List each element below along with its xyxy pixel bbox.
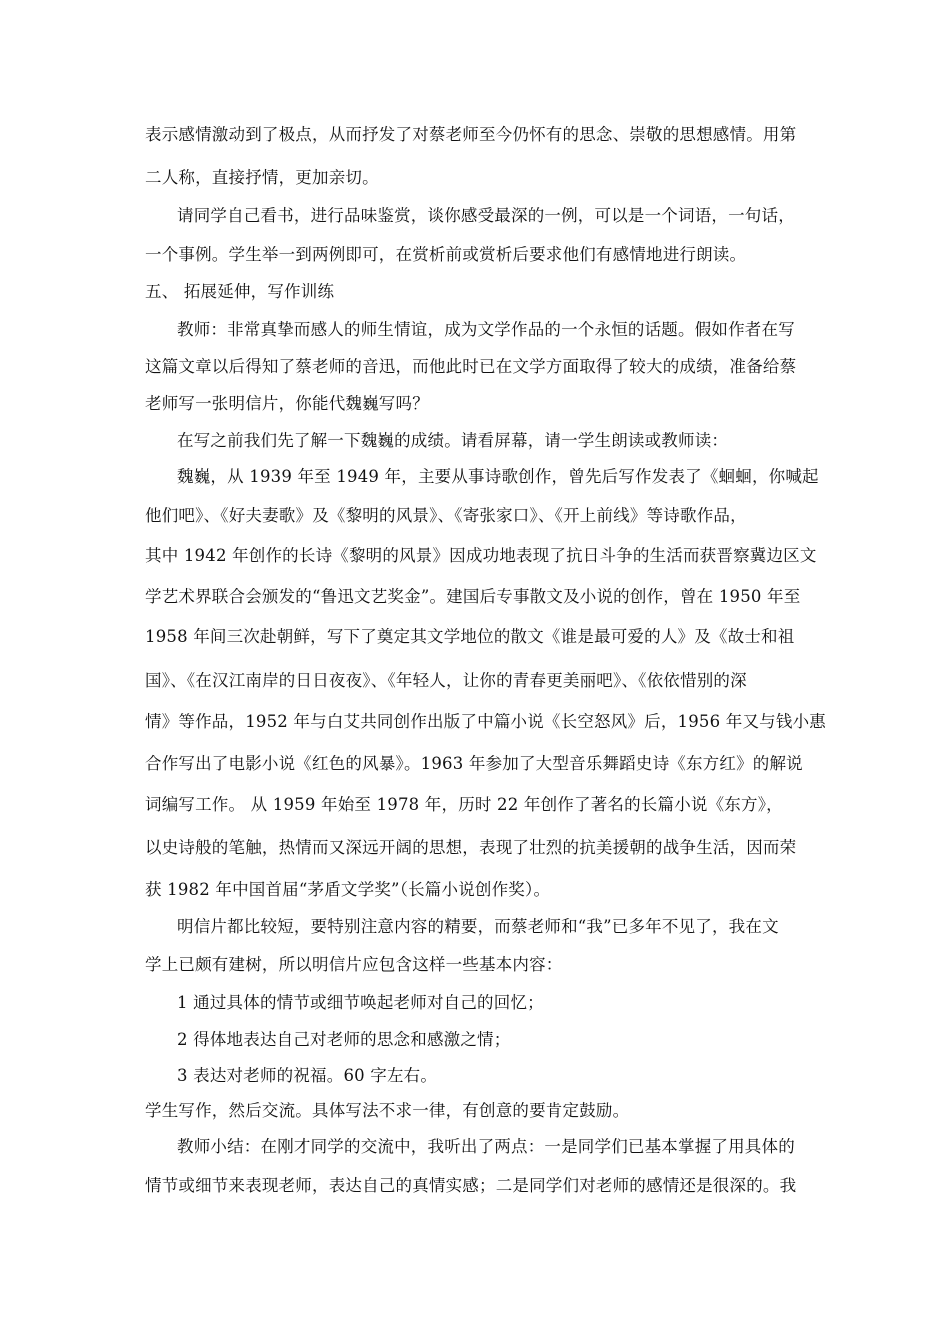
text-line: 在写之前我们先了解一下魏巍的成绩。请看屏幕，请一学生朗读或教师读： [177,431,729,450]
text-line: 请同学自己看书，进行品味鉴赏，谈你感受最深的一例，可以是一个词语，一句话， [177,206,795,225]
text-line: 获 1982 年中国首届“茅盾文学奖”（长篇小说创作奖）。 [145,880,551,899]
text-line: 老师写一张明信片，你能代魏巍写吗？ [145,394,429,413]
text-line: 教师：非常真挚而感人的师生情谊，成为文学作品的一个永恒的话题。假如作者在写 [177,320,795,339]
text-line: 他们吧》、《好夫妻歌》及《黎明的风景》、《寄张家口》、《开上前线》等诗歌作品， [145,506,747,525]
list-item: 3 表达对老师的祝福。60 字左右。 [177,1066,438,1085]
text-line: 其中 1942 年创作的长诗《黎明的风景》因成功地表现了抗日斗争的生活而获晋察冀边区文 [145,546,817,565]
text-line: 魏巍，从 1939 年至 1949 年，主要从事诗歌创作，曾先后写作发表了《蛔蛔，你喊起 [177,467,819,486]
text-line: 学上已颇有建树，所以明信片应包含这样一些基本内容： [145,955,563,974]
text-line: 合作写出了电影小说《红色的风暴》。1963 年参加了大型音乐舞蹈史诗《东方红》的解说 [145,754,803,773]
text-line: 词编写工作。 从 1959 年始至 1978 年，历时 22 年创作了著名的长篇小说《东方》， [145,795,783,814]
text-line: 情节或细节来表现老师，表达自己的真情实感；二是同学们对老师的感情还是很深的。我 [145,1176,797,1195]
text-line: 以史诗般的笔触，热情而又深远开阔的思想，表现了壮烈的抗美援朝的战争生活，因而荣 [145,838,797,857]
text-line: 这篇文章以后得知了蔡老师的音迅，而他此时已在文学方面取得了较大的成绩，准备给蔡 [145,357,797,376]
text-line: 二人称，直接抒情，更加亲切。 [145,168,379,187]
text-line: 学艺术界联合会颁发的“鲁迅文艺奖金”。建国后专事散文及小说的创作，曾在 1950 年至 [145,587,801,606]
text-line: 学生写作，然后交流。具体写法不求一律，有创意的要肯定鼓励。 [145,1101,630,1120]
text-line: 教师小结：在刚才同学的交流中，我听出了两点：一是同学们已基本掌握了用具体的 [177,1137,795,1156]
text-line: 明信片都比较短，要特别注意内容的精要，而蔡老师和“我”已多年不见了，我在文 [177,917,779,936]
text-line: 情》等作品，1952 年与白艾共同创作出版了中篇小说《长空怒风》后，1956 年又与钱小惠 [145,712,826,731]
text-line: 一个事例。学生举一到两例即可，在赏析前或赏析后要求他们有感情地进行朗读。 [145,245,747,264]
text-line: 表示感情激动到了极点，从而抒发了对蔡老师至今仍怀有的思念、崇敬的思想感情。用第 [145,125,797,144]
text-line: 国》、《在汉江南岸的日日夜夜》、《年轻人，让你的青春更美丽吧》、《依依惜别的深 [145,671,747,690]
list-item: 1 通过具体的情节或细节唤起老师对自己的回忆； [177,993,544,1012]
section-heading: 五、 拓展延伸，写作训练 [145,282,335,301]
text-line: 1958 年间三次赴朝鲜，写下了奠定其文学地位的散文《谁是最可爱的人》及《故士和祖 [145,627,795,646]
list-item: 2 得体地表达自己对老师的思念和感激之情； [177,1030,511,1049]
